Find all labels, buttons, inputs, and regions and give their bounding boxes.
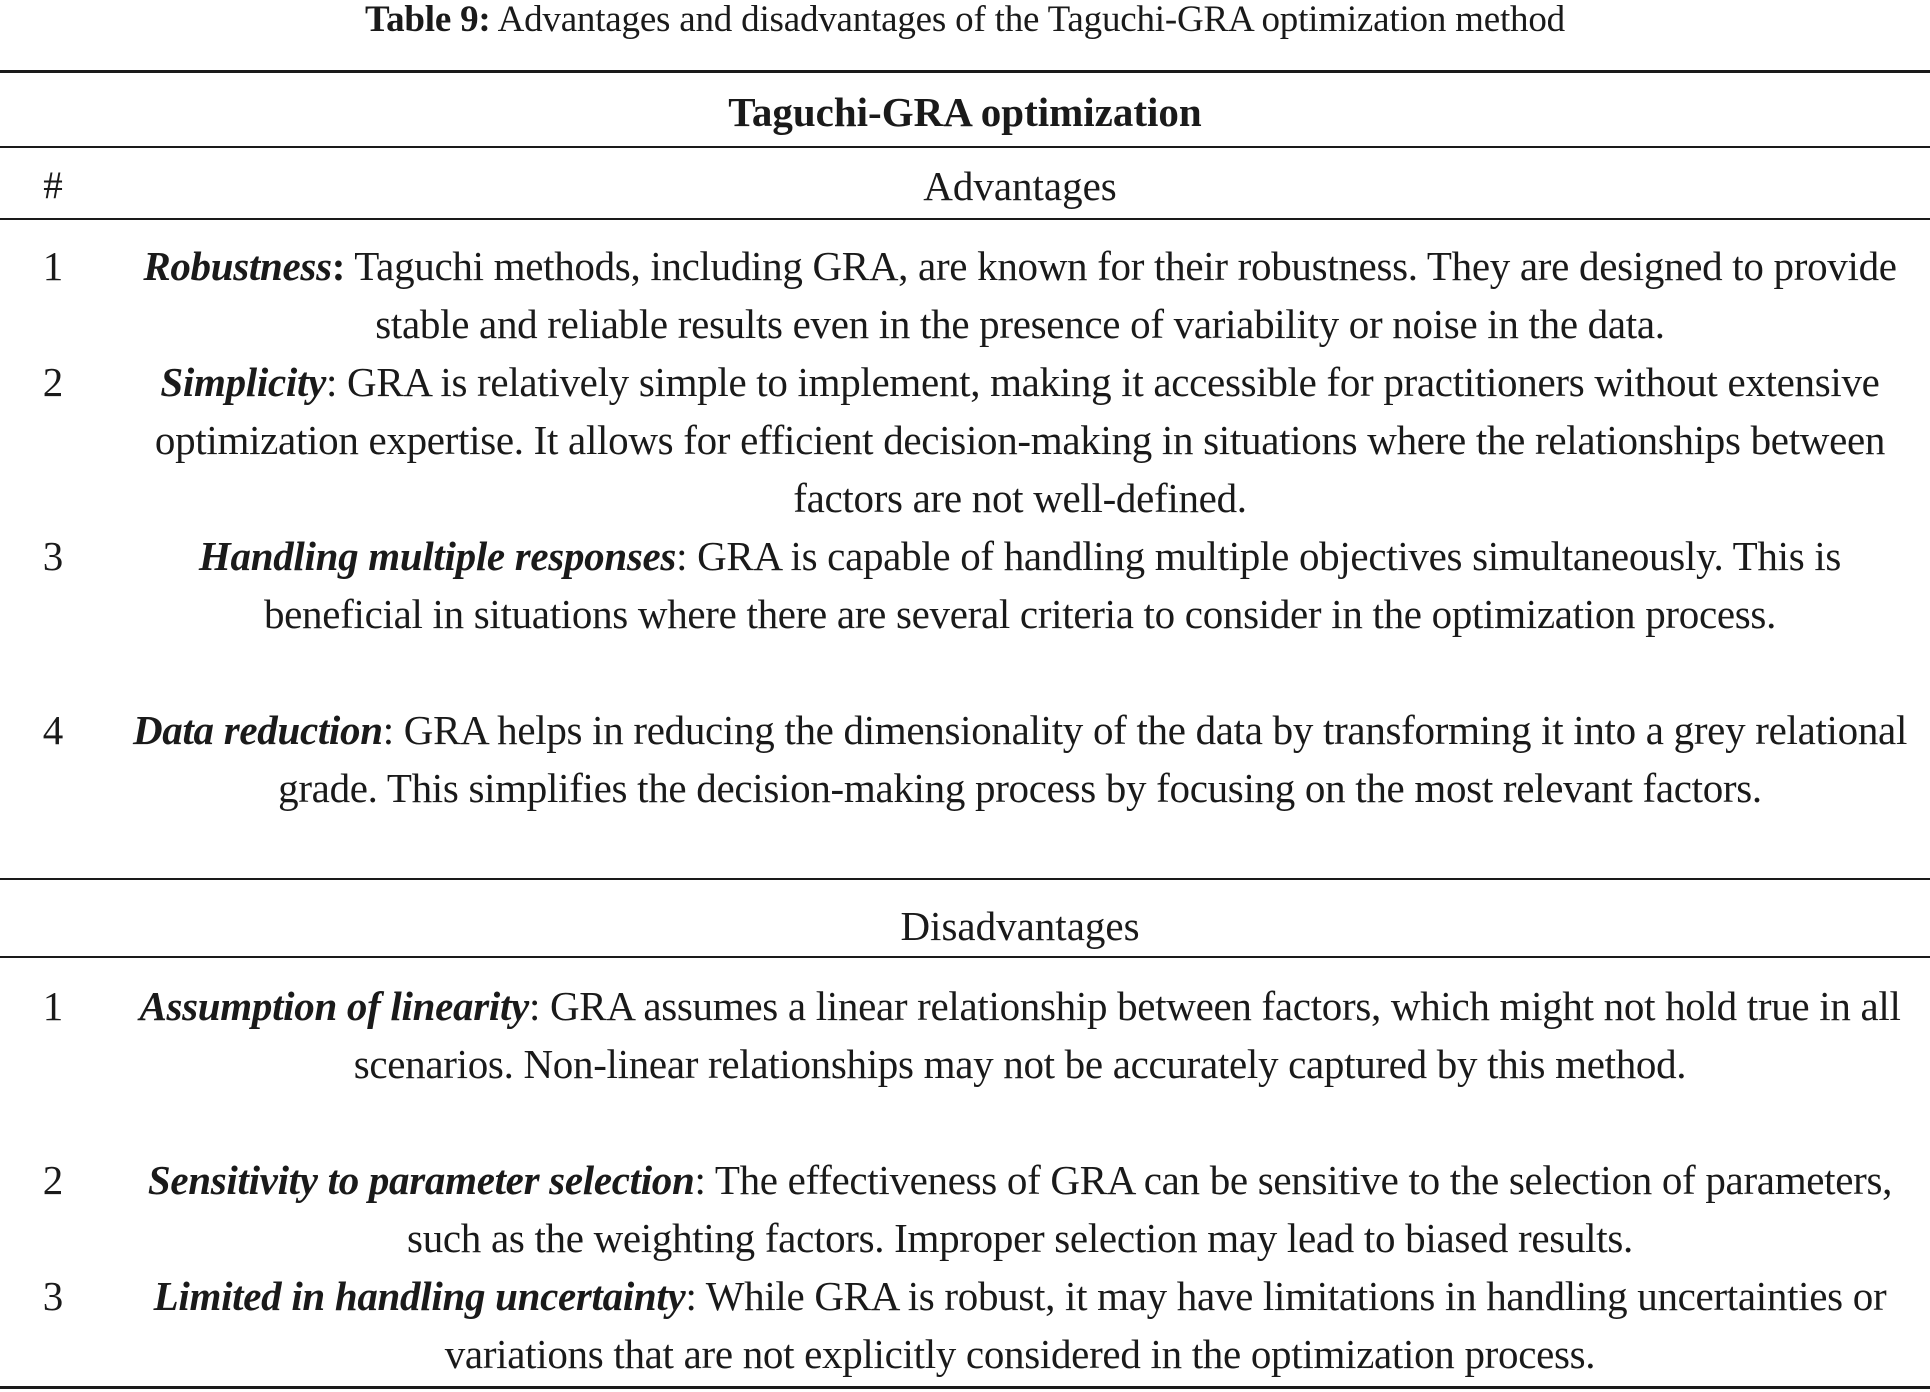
row-term: Robustness <box>143 243 332 289</box>
row-number: 2 <box>42 359 64 405</box>
row-desc: The effectiveness of GRA can be sensitive to the selection of parameters, such as the weighting factors. Improper selection may lead to biased results. <box>407 1157 1893 1261</box>
row-term: Assumption of linearity <box>139 983 529 1029</box>
group-title: Taguchi-GRA optimization <box>728 89 1202 135</box>
row-desc: GRA assumes a linear relationship between factors, which might not hold true in all scenarios. Non-linear relationships may not be accurately captured by this method. <box>353 983 1901 1087</box>
row-number: 4 <box>42 707 64 753</box>
section-rule <box>0 878 1930 880</box>
row-desc: GRA is capable of handling multiple objectives simultaneously. This is beneficial in situations where there are several criteria to consider in the optimization process. <box>263 533 1842 637</box>
bottom-rule <box>0 1386 1930 1389</box>
group-rule <box>0 146 1930 148</box>
row-desc: Taguchi methods, including GRA, are known for their robustness. They are designed to provide stable and reliable results even in the presence of variability or noise in the data. <box>345 243 1897 347</box>
row-number: 2 <box>42 1157 64 1203</box>
row-text <box>120 1151 1920 1267</box>
advantages-header: Advantages <box>923 163 1117 209</box>
row-text <box>120 1267 1920 1383</box>
top-rule <box>0 70 1930 73</box>
row-sep: : <box>325 359 338 405</box>
row-text <box>120 527 1920 643</box>
row-text <box>120 353 1920 527</box>
row-text <box>120 701 1920 817</box>
hash-header: # <box>43 164 63 207</box>
table-caption <box>0 0 1930 40</box>
row-term: Sensitivity to parameter selection <box>147 1157 695 1203</box>
row-term: Limited in handling uncertainty <box>153 1273 686 1319</box>
row-desc: GRA is relatively simple to implement, making it accessible for practitioners without extensive optimization expertise. It allows for efficient decision-making in situations where the relationships between factors are not well-defined. <box>154 359 1886 521</box>
row-sep: : <box>676 533 688 579</box>
row-term: Data reduction <box>132 707 383 753</box>
row-text <box>120 977 1920 1093</box>
caption-label: Table 9: <box>365 0 491 40</box>
row-number: 3 <box>42 1273 64 1319</box>
row-desc: While GRA is robust, it may have limitations in handling uncertainties or variations that are not explicitly considered in the optimization process. <box>444 1273 1887 1377</box>
row-sep: : <box>528 983 541 1029</box>
caption-text: Advantages and disadvantages of the Taguchi-GRA optimization method <box>490 0 1565 40</box>
row-number: 3 <box>42 533 64 579</box>
row-number: 1 <box>42 983 64 1029</box>
row-term: Simplicity <box>160 359 326 405</box>
row-term: Handling multiple responses <box>198 533 677 579</box>
row-sep: : <box>694 1157 706 1203</box>
row-sep: : <box>685 1273 697 1319</box>
row-sep: : <box>382 707 394 753</box>
row-sep: : <box>331 243 346 289</box>
disadvantages-rule <box>0 956 1930 958</box>
row-desc: GRA helps in reducing the dimensionality of the data by transforming it into a grey relational grade. This simplifies the decision-making process by focusing on the most relevant factors. <box>278 707 1908 811</box>
row-number: 1 <box>42 243 64 289</box>
row-text <box>120 237 1920 353</box>
disadvantages-header: Disadvantages <box>900 903 1140 949</box>
header-rule <box>0 218 1930 220</box>
